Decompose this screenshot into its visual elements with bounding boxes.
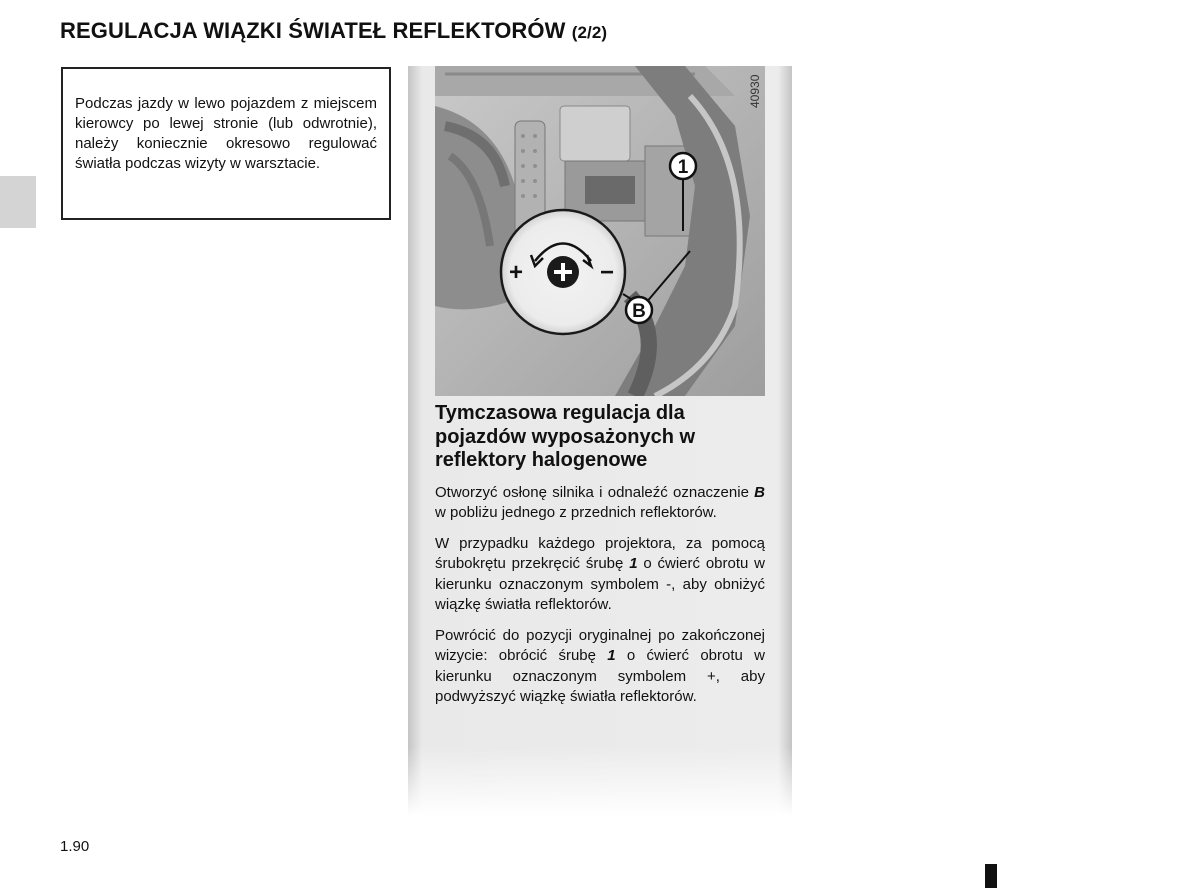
figure-code: 40930 (748, 74, 762, 108)
halogen-adjust-section (435, 402, 765, 718)
warning-note-box (61, 67, 391, 220)
engine-bay-figure (435, 66, 765, 396)
page-edge-marker (985, 864, 997, 888)
p3-marker-1: 1 (607, 647, 616, 664)
page-number: 1.90 (60, 838, 90, 855)
callout-label-1: 1 (677, 157, 689, 178)
instruction-paragraph-2 (435, 534, 765, 616)
instruction-paragraph-1 (435, 483, 765, 524)
p1-marker-b: B (754, 483, 765, 501)
callout-label-b: B (632, 301, 646, 322)
warning-note-text: Podczas jazdy w lewo pojazdem z miejscem kierowcy po lewej stronie (lub odwrotnie), należy koniecznie okresowo regulować światła podczas wizyty w warsztacie. (75, 95, 377, 172)
page-title-part: (2/2) (571, 23, 608, 42)
p1-text-c: w pobliżu jednego z przednich reflektorów. (435, 504, 717, 521)
page-title (60, 18, 607, 44)
p1-text-a: Otworzyć osłonę silnika i odnaleźć oznaczenie (435, 483, 755, 501)
minus-symbol: − (599, 259, 615, 286)
p3-text-a: Powrócić do pozycji oryginalnej po zakończonej wizycie: obrócić śrubę (435, 626, 765, 664)
p2-text-c: o ćwierć obrotu w kierunku oznaczonym symbolem -, aby obniżyć wiązkę światła reflektorów. (435, 555, 765, 613)
chapter-tab (0, 176, 36, 228)
headlight-adjust-illustration-icon (435, 66, 765, 396)
section-heading: Tymczasowa regulacja dla pojazdów wyposażonych w reflektory halogenowe (435, 402, 696, 471)
p2-text-a: W przypadku każdego projektora, za pomocą śrubokrętu przekręcić śrubę (435, 534, 765, 572)
plus-symbol: + (508, 259, 524, 286)
instruction-paragraph-3 (435, 626, 765, 708)
page-title-text: REGULACJA WIĄZKI ŚWIATEŁ REFLEKTORÓW (60, 18, 566, 43)
p3-text-c: o ćwierć obrotu w kierunku oznaczonym symbolem +, aby podwyższyć wiązkę światła reflektorów. (435, 647, 765, 705)
p2-marker-1: 1 (629, 555, 638, 572)
